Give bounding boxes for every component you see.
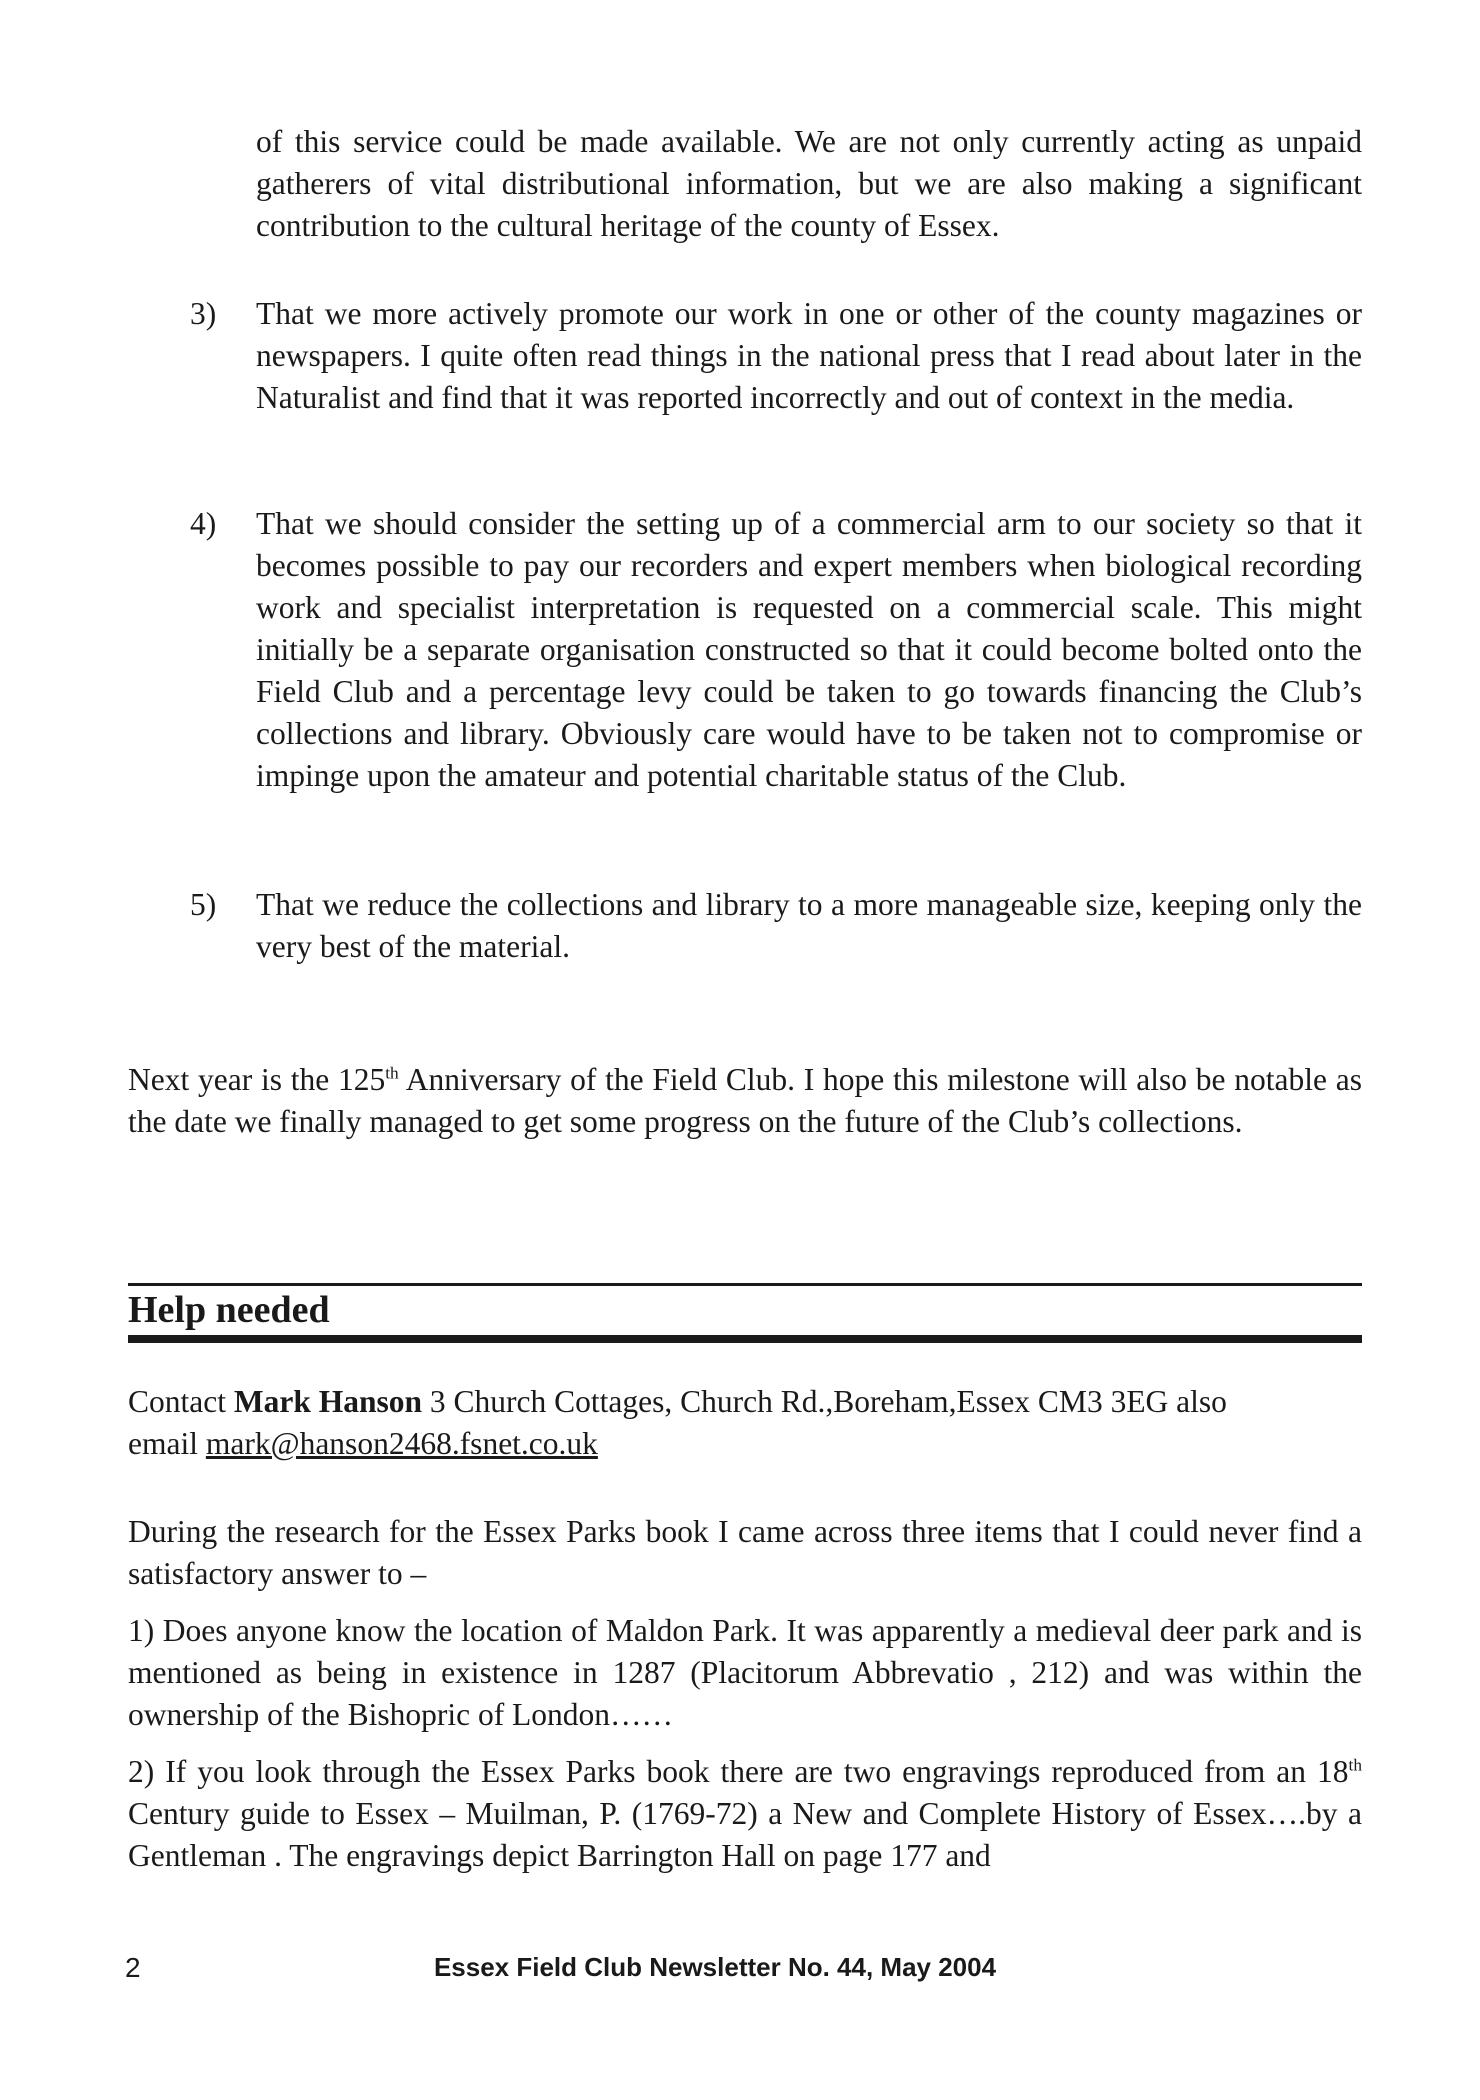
- research-intro-paragraph: During the research for the Essex Parks book I came across three items that I could never find a satisfactory answer to –: [128, 1514, 1362, 1591]
- list-item: [128, 884, 1362, 968]
- question-2-text-end: Century guide to Essex – Muilman, P. (1769-72) a New and Complete History of Essex….by a Gentleman . The engravings depict Barrington Hall on page 177 and: [128, 1796, 1362, 1873]
- contact-prefix: Contact: [128, 1384, 234, 1419]
- section-rule-bottom: [128, 1335, 1362, 1343]
- intro-continuation-paragraph: of this service could be made available. We are not only currently acting as unpaid gatherers of vital distributional information, but we are also making a significant contribution to the cultural heritage of the county of Essex.: [256, 124, 1362, 243]
- email-link[interactable]: mark@hanson2468.fsnet.co.uk: [205, 1426, 598, 1461]
- question-2-paragraph: [128, 1751, 1362, 1877]
- list-item-text: That we should consider the setting up of a commercial arm to our society so that it becomes possible to pay our recorders and expert members when biological recording work and specialist interpretation is requested on a commercial scale. This might initially be a separate organisation constructed so that it could become bolted onto the Field Club and a percentage levy could be taken to go towards financing the Club’s collections and library. Obviously care would have to be taken not to compromise or impinge upon the amateur and potential charitable status of the Club.: [256, 506, 1362, 793]
- question-2-text-start: 2) If you look through the Essex Parks book there are two engravings reproduced from an 18: [128, 1754, 1349, 1789]
- list-item-number: 4): [190, 506, 217, 541]
- contact-address: 3 Church Cottages, Church Rd.,Boreham,Essex CM3 3EG also: [422, 1384, 1227, 1419]
- list-item: [128, 293, 1362, 419]
- question-1-paragraph: 1) Does anyone know the location of Maldon Park. It was apparently a medieval deer park and is mentioned as being in existence in 1287 (Placitorum Abbrevatio , 212) and was within the ownership of the Bishopric of London……: [128, 1613, 1362, 1732]
- anniversary-text-end: Anniversary of the Field Club. I hope this milestone will also be notable as the date we finally managed to get some progress on the future of the Club’s collections.: [128, 1062, 1363, 1139]
- ordinal-suffix: th: [1348, 1755, 1362, 1775]
- page-number: 2: [125, 1952, 141, 1983]
- ordinal-suffix: th: [385, 1063, 399, 1083]
- anniversary-text-start: Next year is the 125: [128, 1062, 386, 1097]
- anniversary-paragraph: [128, 1059, 1362, 1143]
- section-heading: Help needed: [128, 1289, 330, 1331]
- list-item-text: That we more actively promote our work in one or other of the county magazines or newspapers. I quite often read things in the national press that I read about later in the Naturalist and find that it was reported incorrectly and out of context in the media.: [256, 296, 1362, 415]
- list-item-number: 5): [190, 887, 217, 922]
- contact-paragraph: [128, 1381, 1362, 1465]
- footer-title: Essex Field Club Newsletter No. 44, May 2004: [433, 1952, 997, 1982]
- section-rule-top: [128, 1283, 1362, 1286]
- list-item: [128, 503, 1362, 797]
- list-item-number: 3): [190, 296, 217, 331]
- contact-name: Mark Hanson: [233, 1384, 423, 1419]
- list-item-text: That we reduce the collections and library to a more manageable size, keeping only the very best of the material.: [256, 887, 1362, 964]
- email-label: email: [128, 1426, 206, 1461]
- footer-title-wrap: [0, 1952, 1480, 1983]
